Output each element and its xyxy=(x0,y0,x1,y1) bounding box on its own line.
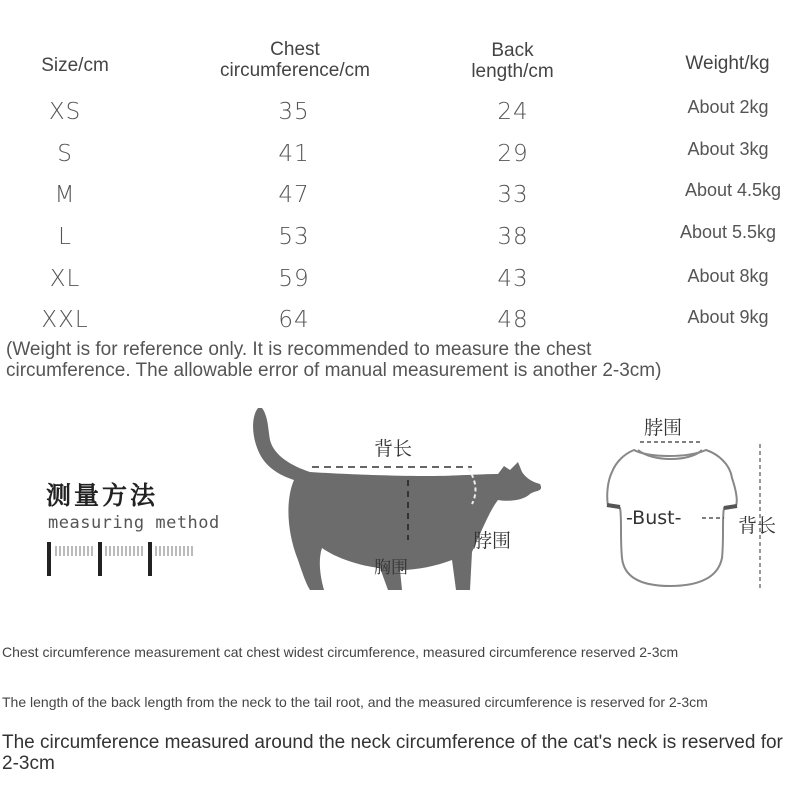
cell-size: L xyxy=(58,224,72,250)
cell-weight: About 5.5kg xyxy=(679,222,777,242)
cell-size: M xyxy=(54,182,76,208)
cell-chest: 59 xyxy=(278,266,310,292)
header-size: Size/cm xyxy=(41,55,109,76)
shirt-label-back: 背长 xyxy=(738,515,777,537)
header-chest xyxy=(190,39,400,81)
cell-back: 29 xyxy=(497,141,529,167)
cat-label-neck: 脖围 xyxy=(473,530,512,552)
cell-back: 43 xyxy=(497,266,529,292)
shirt-measure-diagram xyxy=(598,408,794,600)
cell-size: XS xyxy=(48,99,82,125)
header-back xyxy=(440,40,585,82)
shirt-label-bust: -Bust- xyxy=(626,507,682,529)
instruction-neck: The circumference measured around the neck circumference of the cat's neck is reserved for 2-3cm xyxy=(2,732,783,774)
cell-size: S xyxy=(57,141,73,167)
cat-label-chest: 胸围 xyxy=(374,558,408,578)
method-title-en: measuring method xyxy=(48,513,220,533)
header-back-line1: Back xyxy=(491,40,534,61)
cell-size: XL xyxy=(49,266,81,292)
instruction-back: The length of the back length from the neck to the tail root, and the measured circumference is reserved for 2-3cm xyxy=(2,694,708,710)
weight-note xyxy=(6,339,796,381)
cell-chest: 64 xyxy=(278,307,310,333)
cell-chest: 41 xyxy=(278,141,310,167)
method-title-cn: 测量方法 xyxy=(46,481,159,510)
header-chest-line1: Chest xyxy=(270,39,320,60)
cell-weight: About 3kg xyxy=(687,139,769,159)
shirt-label-neck: 脖围 xyxy=(644,417,683,439)
weight-note-line2: circumference. The allowable error of manual measurement is another 2-3cm) xyxy=(6,360,662,381)
cell-back: 48 xyxy=(497,307,529,333)
cell-chest: 53 xyxy=(278,224,310,250)
header-chest-line2: circumference/cm xyxy=(220,60,370,81)
header-back-line2: length/cm xyxy=(471,61,554,82)
header-weight: Weight/kg xyxy=(685,53,770,74)
cell-size: XXL xyxy=(41,307,89,333)
cell-chest: 47 xyxy=(278,182,310,208)
cat-label-back: 背长 xyxy=(374,438,413,460)
instruction-chest: Chest circumference measurement cat chest widest circumference, measured circumference reserved 2-3cm xyxy=(2,644,679,660)
weight-note-line1: (Weight is for reference only. It is recommended to measure the chest xyxy=(6,339,592,360)
cell-back: 38 xyxy=(497,224,529,250)
cell-back: 24 xyxy=(497,99,529,125)
cell-weight: About 9kg xyxy=(687,307,769,327)
ruler-icon xyxy=(44,538,204,578)
cell-weight: About 4.5kg xyxy=(684,180,782,200)
cell-weight: About 2kg xyxy=(687,97,769,117)
cell-weight: About 8kg xyxy=(687,266,769,286)
cat-measure-diagram xyxy=(240,400,560,600)
cell-chest: 35 xyxy=(278,99,310,125)
cell-back: 33 xyxy=(497,182,529,208)
